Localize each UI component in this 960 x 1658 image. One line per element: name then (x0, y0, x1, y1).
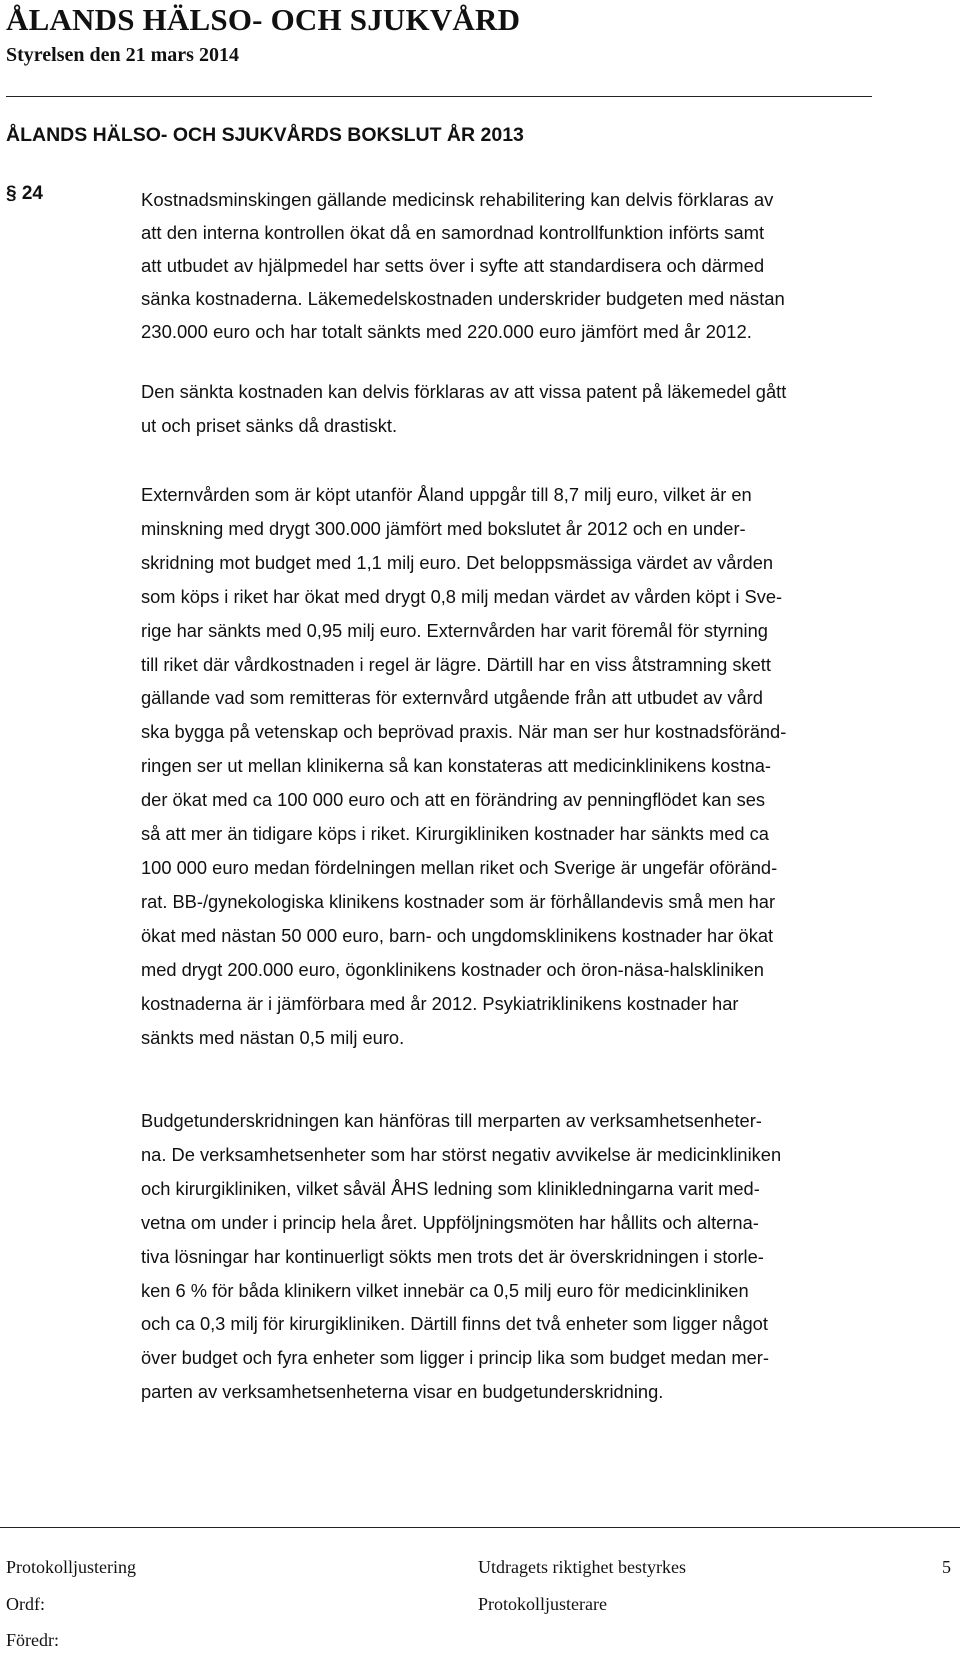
footer-protocol-check: Protokolljustering (6, 1557, 136, 1577)
text-line: över budget och fyra enheter som ligger i princip lika som budget medan mer- (141, 1347, 769, 1369)
text-line: parten av verksamhetsenheterna visar en budgetunderskridning. (141, 1381, 664, 1403)
text-line: att utbudet av hjälpmedel har setts över i syfte att standardisera och därmed (141, 255, 765, 276)
text-line: vetna om under i princip hela året. Uppföljningsmöten har hållits och alterna- (141, 1211, 759, 1233)
footer-certification: Utdragets riktighet bestyrkes (478, 1557, 686, 1577)
text-line: 230.000 euro och har totalt sänkts med 220.000 euro jämfört med år 2012. (141, 321, 752, 342)
text-line: till riket där vårdkostnaden i regel är lägre. Därtill har en viss åtstramning skett (141, 653, 771, 675)
text-line: ringen ser ut mellan klinikerna så kan konstateras att medicinklinikens kostna- (141, 755, 771, 777)
meeting-date: Styrelsen den 21 mars 2014 (6, 44, 239, 66)
text-line: minskning med drygt 300.000 jämfört med bokslutet år 2012 och en under- (141, 517, 746, 539)
text-line: ökat med nästan 50 000 euro, barn- och ungdomsklinikens kostnader har ökat (141, 924, 774, 946)
page-number: 5 (942, 1557, 951, 1577)
text-line: ken 6 % för båda klinikern vilket innebär ca 0,5 milj euro för medicinkliniken (141, 1279, 749, 1301)
section-number: § 24 (6, 183, 43, 204)
text-line: rat. BB-/gynekologiska klinikens kostnader som är förhållandevis små men har (141, 890, 776, 912)
text-line: ska bygga på vetenskap och beprövad praxis. När man ser hur kostnadsföränd- (141, 721, 787, 743)
footer-chair-label: Ordf: (6, 1594, 45, 1614)
text-line: sänka kostnaderna. Läkemedelskostnaden underskrider budgeten med nästan (141, 288, 785, 309)
paragraph-2 (141, 375, 951, 443)
document-title: ÅLANDS HÄLSO- OCH SJUKVÅRDS BOKSLUT ÅR 2013 (6, 124, 524, 146)
text-line: sänkts med nästan 0,5 milj euro. (141, 1026, 405, 1048)
text-line: Kostnadsminskingen gällande medicinsk rehabilitering kan delvis förklaras av (141, 189, 774, 210)
footer-divider (0, 1527, 960, 1528)
text-line: att den interna kontrollen ökat då en samordnad kontrollfunktion införts samt (141, 222, 765, 243)
paragraph-3 (141, 478, 951, 1054)
text-line: och kirurgikliniken, vilket såväl ÅHS ledning som klinikledningarna varit med- (141, 1177, 760, 1199)
text-line: 100 000 euro medan fördelningen mellan riket och Sverige är ungefär oföränd- (141, 856, 778, 878)
text-line: ut och priset sänks då drastiskt. (141, 414, 398, 436)
text-line: gällande vad som remitteras för externvård utgående från att utbudet av vård (141, 687, 763, 709)
text-line: som köps i riket har ökat med drygt 0,8 milj medan värdet av vården köpt i Sve- (141, 585, 783, 607)
text-line: Externvården som är köpt utanför Åland uppgår till 8,7 milj euro, vilket är en (141, 484, 752, 505)
text-line: na. De verksamhetsenheter som har störst negativ avvikelse är medicinkliniken (141, 1143, 782, 1165)
paragraph-4 (141, 1104, 951, 1409)
text-line: rige har sänkts med 0,95 milj euro. Externvården har varit föremål för styrning (141, 619, 768, 641)
text-line: Budgetunderskridningen kan hänföras till merparten av verksamhetsenheter- (141, 1110, 762, 1131)
organization-header: ÅLANDS HÄLSO- OCH SJUKVÅRD (6, 2, 521, 37)
text-line: kostnaderna är i jämförbara med år 2012. Psykiatriklinikens kostnader har (141, 992, 739, 1014)
footer-verifiers-label: Protokolljusterare (478, 1594, 607, 1614)
text-line: skridning mot budget med 1,1 milj euro. Det beloppsmässiga värdet av vården (141, 551, 774, 573)
text-line: tiva lösningar har kontinuerligt sökts men trots det är överskridningen i storle- (141, 1245, 764, 1267)
text-line: med drygt 200.000 euro, ögonklinikens kostnader och öron-näsa-halskliniken (141, 958, 764, 980)
text-line: och ca 0,3 milj för kirurgikliniken. Därtill finns det två enheter som ligger något (141, 1313, 768, 1335)
text-line: der ökat med ca 100 000 euro och att en förändring av penningflödet kan ses (141, 789, 766, 811)
footer-presenter-label: Föredr: (6, 1630, 59, 1650)
paragraph-1 (141, 183, 941, 348)
text-line: så att mer än tidigare köps i riket. Kirurgikliniken kostnader har sänkts med ca (141, 823, 769, 845)
text-line: Den sänkta kostnaden kan delvis förklaras av att vissa patent på läkemedel gått (141, 381, 787, 402)
header-divider (6, 96, 872, 97)
